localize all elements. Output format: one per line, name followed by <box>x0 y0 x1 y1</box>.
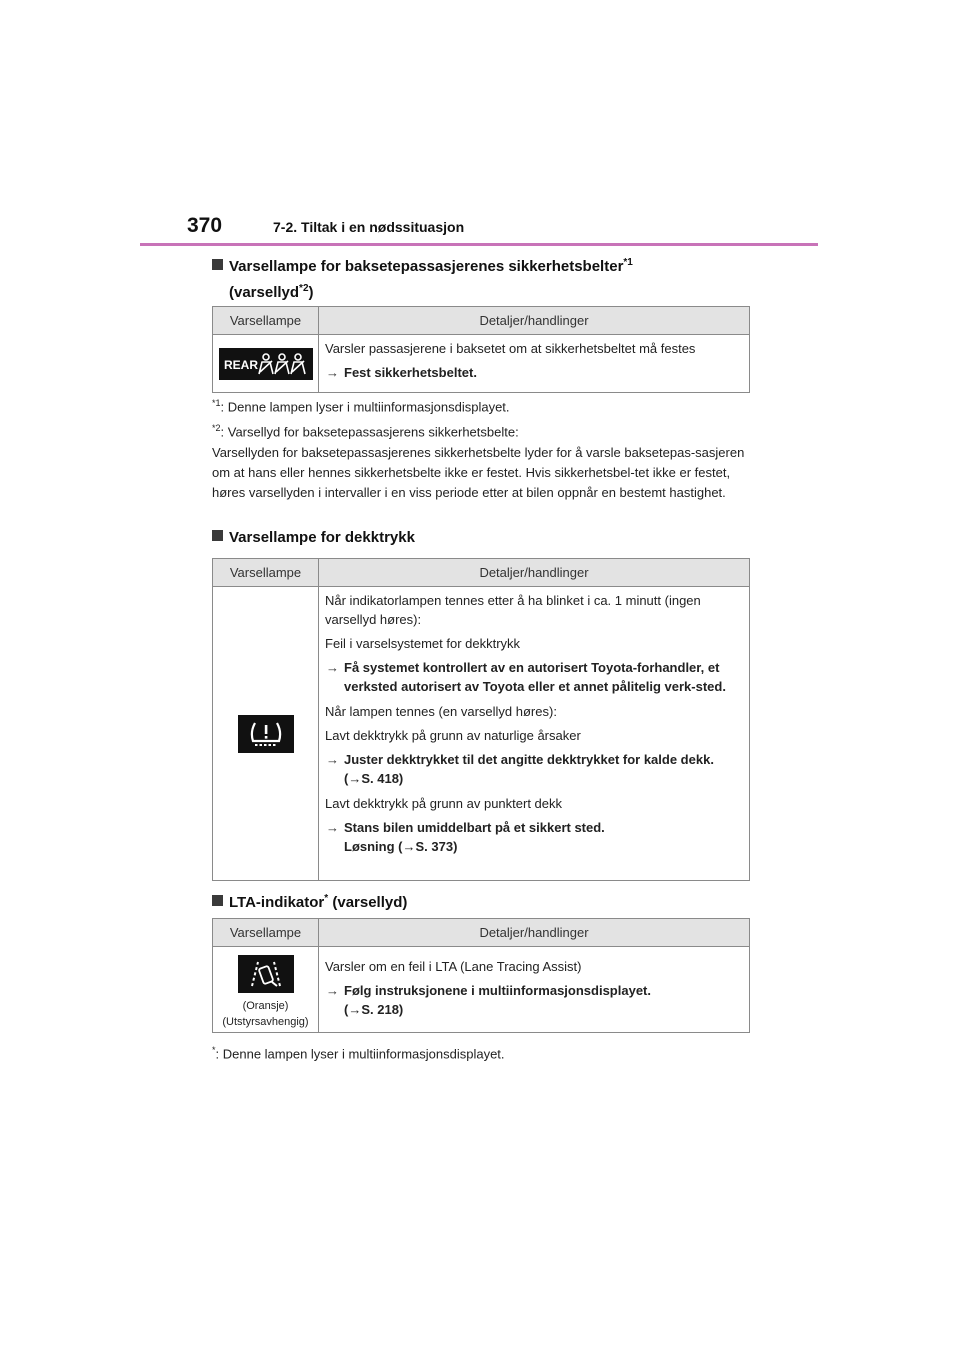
column-header-details: Detaljer/handlinger <box>319 307 750 335</box>
details-cell <box>319 587 750 881</box>
section-title-lta: LTA-indikator* (varsellyd) <box>212 888 752 914</box>
column-header-lamp: Varsellampe <box>213 919 319 947</box>
action-item: → Juster dekktrykket til det angitte dekktrykket for kalde dekk. (→S. 418) <box>326 752 714 786</box>
action-item: → Stans bilen umiddelbart på et sikkert sted. Løsning (→S. 373) <box>326 820 605 854</box>
column-header-details: Detaljer/handlinger <box>319 919 750 947</box>
lamp-cell <box>213 335 319 393</box>
chapter-title: 7-2. Tiltak i en nødssituasjon <box>273 219 465 235</box>
lamp-cell <box>213 947 319 1033</box>
page-reference-link[interactable]: S. 373) <box>415 839 458 854</box>
arrow-icon: → <box>326 983 339 998</box>
section-bullet-icon <box>212 895 223 906</box>
svg-text:REAR: REAR <box>223 357 258 372</box>
detail-text: Varsler passasjerene i baksetet om at sikkerhetsbeltet må festes <box>325 341 696 356</box>
arrow-icon: → <box>326 365 339 380</box>
footnote-1: $^{*1}$: Denne lampen lyser i multiinformasjonsdisplayet. <box>212 398 510 415</box>
lta-indicator-icon <box>238 955 294 993</box>
footnote-lta: *: Denne lampen lyser i multiinformasjonsdisplayet. <box>212 1045 505 1062</box>
detail-text: Når indikatorlampen tennes etter å ha blinket i ca. 1 minutt (ingen varsellyd høres): <box>325 593 701 627</box>
footnote-2: $^{*2}$: Varsellyd for baksetepassasjerens sikkerhetsbelte: <box>212 423 519 440</box>
section-bullet-icon <box>212 259 223 270</box>
lamp-availability-label: (Utstyrsavhengig) <box>222 1016 309 1028</box>
arrow-icon: → <box>326 752 339 767</box>
lamp-cell <box>213 587 319 881</box>
detail-text: Lavt dekktrykk på grunn av punktert dekk <box>325 796 563 811</box>
body-paragraph: Varsellyden for baksetepassasjerenes sikkerhetsbelte lyder for å varsle baksetepas-sasjeren om at hans eller hennes sikkerhetsbelte ikke er festet. Hvis sikkerhetsbel-tet ikke er festet, høres varsellyden i intervaller i en viss periode etter at bilen oppnår en bestemt hastighet. <box>212 445 745 500</box>
page-number: 370 <box>187 214 223 237</box>
arrow-icon: → <box>326 820 339 835</box>
rear-seatbelt-table <box>212 306 750 393</box>
detail-text: Feil i varselsystemet for dekktrykk <box>325 636 521 651</box>
section-title-rear-seatbelt: Varsellampe for baksetepassasjerenes sikkerhetsbelter$^{*1}$ (varsellyd$^{*2}$) <box>212 252 752 304</box>
rear-seatbelt-warning-icon <box>219 348 313 380</box>
page-reference-link[interactable]: S. 218) <box>361 1002 404 1017</box>
section-bullet-icon <box>212 530 223 541</box>
action-item: → Fest sikkerhetsbeltet. <box>326 365 477 380</box>
page-header <box>140 214 820 246</box>
lta-table <box>212 918 750 1033</box>
lamp-color-label: (Oransje) <box>242 1000 289 1012</box>
detail-text: Lavt dekktrykk på grunn av naturlige årsaker <box>325 728 581 743</box>
page-reference-link[interactable]: S. 418) <box>361 771 404 786</box>
action-item: → Få systemet kontrollert av en autorisert Toyota-forhandler, et verksted autorisert av Toyota eller et annet pålitelig verk-sted. <box>326 660 726 694</box>
column-header-details: Detaljer/handlinger <box>319 559 750 587</box>
action-item: → Følg instruksjonene i multiinformasjonsdisplayet. (→S. 218) <box>326 983 651 1017</box>
tire-pressure-warning-icon <box>238 715 294 753</box>
arrow-icon: → <box>326 660 339 675</box>
details-cell <box>319 947 750 1033</box>
section-title-tire-pressure: Varsellampe for dekktrykk <box>212 527 752 549</box>
header-rule <box>140 243 818 246</box>
column-header-lamp: Varsellampe <box>213 307 319 335</box>
column-header-lamp: Varsellampe <box>213 559 319 587</box>
details-cell <box>319 335 750 393</box>
ref-arrow-icon: → <box>348 1002 362 1017</box>
ref-arrow-icon: → <box>348 771 362 786</box>
detail-text: Varsler om en feil i LTA (Lane Tracing Assist) <box>325 959 582 974</box>
ref-arrow-icon: → <box>402 839 416 854</box>
detail-text: Når lampen tennes (en varsellyd høres): <box>325 704 557 719</box>
tire-pressure-table <box>212 558 750 881</box>
